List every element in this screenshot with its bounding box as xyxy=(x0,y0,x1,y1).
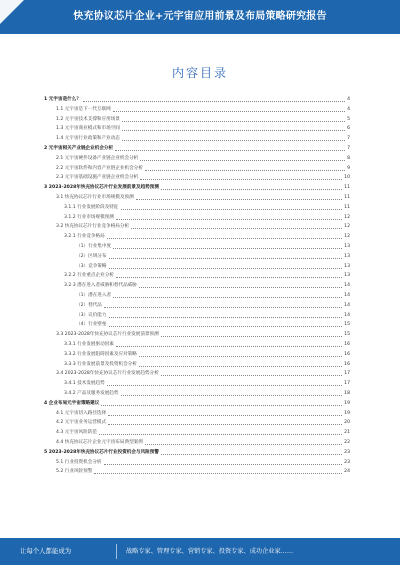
toc-entry-label: 3.1.2 行业市场规模预测 xyxy=(64,214,114,220)
toc-entry[interactable] xyxy=(76,302,350,310)
toc-leader-dots xyxy=(107,385,342,386)
toc-leader-dots xyxy=(113,248,342,249)
toc-leader-dots xyxy=(104,307,342,308)
toc-leader-dots xyxy=(140,179,342,180)
toc-entry-label: 1.4 元宇宙行业政策和产业动态 xyxy=(56,136,120,142)
toc-leader-dots xyxy=(108,424,342,425)
toc-entry-label: 3 2023-2028年快充协议芯片行业发展前景及趋势预测 xyxy=(44,185,159,191)
toc-entry-label: 2 元宇宙相关产业链企业机会分析 xyxy=(44,146,114,151)
toc-entry-label: 3.1 快充协议芯片行业市场规模及预测 xyxy=(56,195,134,200)
toc-leader-dots xyxy=(145,170,345,171)
toc-entry-page: 15 xyxy=(344,322,350,328)
toc-entry-page: 14 xyxy=(344,302,350,308)
toc-entry[interactable] xyxy=(64,341,350,349)
toc-entry-page: 14 xyxy=(344,283,350,289)
toc-entry-label: 4.2 元宇宙业务运营模式 xyxy=(56,420,107,426)
toc-entry-label: （1）潜在进入者 xyxy=(76,293,112,298)
toc-entry[interactable] xyxy=(56,429,350,437)
toc-entry-label: 5.2 行业风险预警 xyxy=(56,469,93,475)
toc-leader-dots xyxy=(116,346,342,347)
toc-entry[interactable] xyxy=(76,243,350,251)
toc-entry-page: 4 xyxy=(347,106,350,112)
toc-entry[interactable] xyxy=(64,390,350,398)
toc-entry-page: 11 xyxy=(344,204,350,210)
toc-heading: 内容目录 xyxy=(171,66,228,80)
toc-entry[interactable] xyxy=(56,370,350,378)
toc-leader-dots xyxy=(116,219,342,220)
toc-entry-label: 4.4 快充协议芯片企业元宇宙布局典型案例 xyxy=(56,440,143,445)
toc-entry-label: 1.3 元宇宙商业模式和市场空间 xyxy=(56,126,120,132)
toc-entry-label: 2.2 元宇宙软件和内容产业链企业机会分析 xyxy=(56,165,143,171)
toc-entry-label: （2）区域分布 xyxy=(76,253,107,259)
toc-entry-label: 4.1 元宇宙切入路径选择 xyxy=(56,410,107,416)
toc-entry-page: 17 xyxy=(344,371,350,377)
toc-entry[interactable] xyxy=(56,194,350,202)
toc-entry-label: 3.3.1 行业发展驱动因素 xyxy=(64,342,114,347)
toc-entry[interactable] xyxy=(44,184,350,192)
toc-entry-page: 10 xyxy=(344,175,350,181)
toc-entry[interactable] xyxy=(64,272,350,280)
toc-leader-dots xyxy=(107,238,342,239)
toc-entry-page: 16 xyxy=(344,361,350,367)
report-header xyxy=(0,0,400,34)
toc-entry[interactable] xyxy=(56,331,350,339)
toc-leader-dots xyxy=(121,395,343,396)
toc-entry-page: 8 xyxy=(347,155,350,161)
toc-entry[interactable] xyxy=(76,312,350,320)
toc-entry[interactable] xyxy=(64,380,350,388)
toc-entry-page: 6 xyxy=(347,126,350,132)
toc-entry-label: 5 2023-2028年快充协议芯片行业投资机会与风险预警 xyxy=(44,449,159,455)
toc-leader-dots xyxy=(101,405,342,406)
toc-entry[interactable] xyxy=(56,439,350,447)
toc-entry-page: 22 xyxy=(344,440,350,445)
toc-entry-label: 3.4 2023-2028年快充协议芯片行业发展趋势分析 xyxy=(56,371,159,377)
toc-entry-page: 7 xyxy=(347,136,350,142)
toc-entry[interactable] xyxy=(56,106,350,114)
report-footer xyxy=(0,538,400,565)
footer-slogan: 让每个人都能成为 xyxy=(20,547,72,555)
toc-entry[interactable] xyxy=(56,125,350,133)
toc-entry-page: 18 xyxy=(344,391,350,396)
toc-leader-dots xyxy=(108,415,342,416)
toc-entry[interactable] xyxy=(56,174,350,182)
toc-leader-dots xyxy=(83,101,345,102)
toc-entry-page: 13 xyxy=(344,244,350,249)
toc-entry[interactable] xyxy=(56,135,350,143)
toc-entry[interactable] xyxy=(64,214,350,222)
toc-entry-label: 2.3 元宇宙基础设施产业链企业机会分析 xyxy=(56,175,139,181)
toc-entry-label: 4.3 元宇宙风险防范 xyxy=(56,430,97,436)
toc-entry-label: 3.4.2 产品及服务发展趋势 xyxy=(64,391,119,396)
toc-entry[interactable] xyxy=(56,468,350,476)
toc-entry-label: 3.3.2 行业发展阻碍因素及应对策略 xyxy=(64,351,137,357)
toc-entry[interactable] xyxy=(56,419,350,427)
footer-divider xyxy=(116,544,117,559)
toc-entry[interactable] xyxy=(56,223,350,231)
toc-leader-dots xyxy=(122,130,345,131)
toc-entry[interactable] xyxy=(44,145,350,153)
toc-entry-page: 13 xyxy=(344,253,350,259)
toc-entry-page: 12 xyxy=(344,214,350,220)
toc-entry[interactable] xyxy=(44,96,350,104)
report-title: 快充协议芯片企业+元宇宙应用前景及布局策略研究报告 xyxy=(73,11,327,22)
toc-leader-dots xyxy=(109,268,343,269)
toc-entry-page: 4 xyxy=(347,97,350,102)
toc-entry-page: 5 xyxy=(347,116,350,122)
toc-entry[interactable] xyxy=(44,449,350,457)
toc-entry[interactable] xyxy=(64,361,350,369)
toc-entry-page: 19 xyxy=(344,400,350,406)
toc-leader-dots xyxy=(109,326,343,327)
toc-leader-dots xyxy=(140,160,345,161)
toc-entry-page: 16 xyxy=(344,342,350,347)
toc-leader-dots xyxy=(139,366,342,367)
toc-entry-page: 14 xyxy=(344,293,350,298)
toc-leader-dots xyxy=(94,473,342,474)
toc-entry-page: 9 xyxy=(347,165,350,171)
toc-entry-page: 21 xyxy=(344,430,350,436)
toc-leader-dots xyxy=(145,444,342,445)
toc-entry[interactable] xyxy=(64,233,350,241)
toc-entry-label: 3.3.3 行业发展前景及投资机会分析 xyxy=(64,361,137,367)
toc-entry-label: 5.1 行业投资机会分析 xyxy=(56,459,102,465)
toc-entry[interactable] xyxy=(76,253,350,261)
toc-entry-label: （4）行业壁垒 xyxy=(76,322,107,328)
toc-leader-dots xyxy=(104,464,343,465)
toc-entry[interactable] xyxy=(56,155,350,163)
toc-entry-page: 20 xyxy=(344,420,350,426)
toc-entry-page: 16 xyxy=(344,351,350,357)
toc-entry[interactable] xyxy=(76,263,350,271)
toc-entry[interactable] xyxy=(76,292,350,300)
toc-entry-label: 3.2.3 潜在进入者威胁和替代品威胁 xyxy=(64,283,137,289)
toc-entry-page: 13 xyxy=(344,273,350,279)
toc-entry[interactable] xyxy=(56,410,350,418)
toc-entry-label: 3.1.1 行业发展阶段及特征 xyxy=(64,204,119,210)
toc-leader-dots xyxy=(116,277,342,278)
toc-leader-dots xyxy=(122,140,345,141)
toc-entry[interactable] xyxy=(64,351,350,359)
toc-entry[interactable] xyxy=(56,165,350,173)
toc-entry-label: （3）议价能力 xyxy=(76,312,107,318)
toc-entry[interactable] xyxy=(56,459,350,467)
toc-leader-dots xyxy=(113,297,342,298)
toc-entry-page: 23 xyxy=(344,449,350,455)
toc-entry-page: 17 xyxy=(344,381,350,387)
toc-entry-page: 19 xyxy=(344,410,350,416)
toc-entry-label: （3）竞争策略 xyxy=(76,263,107,269)
toc-leader-dots xyxy=(139,287,342,288)
toc-leader-dots xyxy=(136,199,342,200)
toc-entry[interactable] xyxy=(64,282,350,290)
toc-entry-label: （1）行业集中度 xyxy=(76,244,112,249)
toc-entry-page: 15 xyxy=(344,332,350,338)
toc-leader-dots xyxy=(113,111,345,112)
toc-leader-dots xyxy=(121,209,343,210)
toc-entry-label: 1.2 元宇宙技术支撑和应用场景 xyxy=(56,116,120,122)
toc-leader-dots xyxy=(161,375,342,376)
toc-entry-page: 12 xyxy=(344,224,350,230)
toc-entry-label: 3.4.1 技术发展趋势 xyxy=(64,381,105,387)
toc-entry-page: 13 xyxy=(344,263,350,269)
toc-entry-label: 3.2 快充协议芯片行业竞争格局分析 xyxy=(56,224,130,230)
toc-entry-label: 3.2.2 行业重点企业分析 xyxy=(64,273,114,279)
toc-leader-dots xyxy=(115,150,345,151)
toc-entry-page: 23 xyxy=(344,459,350,465)
toc-entry-label: 3.2.1 行业竞争格局 xyxy=(64,234,105,240)
toc-entry[interactable] xyxy=(44,400,350,408)
toc-leader-dots xyxy=(161,189,342,190)
toc-leader-dots xyxy=(109,258,343,259)
toc-entry-label: 1 元宇宙是什么？ xyxy=(44,97,81,102)
toc-entry[interactable] xyxy=(76,321,350,329)
toc-leader-dots xyxy=(139,356,342,357)
toc-entry-page: 12 xyxy=(344,234,350,240)
toc-leader-dots xyxy=(122,121,345,122)
toc-entry-page: 7 xyxy=(347,146,350,151)
toc-entry[interactable] xyxy=(64,204,350,212)
toc-entry-page: 14 xyxy=(344,312,350,318)
toc-entry-label: （2）替代品 xyxy=(76,302,102,308)
toc-leader-dots xyxy=(109,317,343,318)
toc-leader-dots xyxy=(99,434,342,435)
toc-entry-label: 3.3 2023-2028年快充协议芯片行业发展前景预测 xyxy=(56,332,159,338)
toc-entry[interactable] xyxy=(56,116,350,124)
toc-leader-dots xyxy=(131,228,342,229)
toc-entry-label: 4 企业布局元宇宙策略建议 xyxy=(44,400,100,406)
footer-tags: 战略专家、管理专家、营销专家、投资专家、成功企业家…… xyxy=(126,548,294,555)
toc-entry-label: 1.1 元宇宙是下一代互联网 xyxy=(56,106,111,112)
toc-leader-dots xyxy=(161,336,342,337)
toc-entry-page: 24 xyxy=(344,469,350,475)
toc-entry-page: 11 xyxy=(344,195,350,200)
toc-entry-label: 2.1 元宇宙硬件设备产业链企业机会分析 xyxy=(56,155,139,161)
toc-leader-dots xyxy=(161,454,342,455)
toc-entry-page: 11 xyxy=(344,185,350,191)
